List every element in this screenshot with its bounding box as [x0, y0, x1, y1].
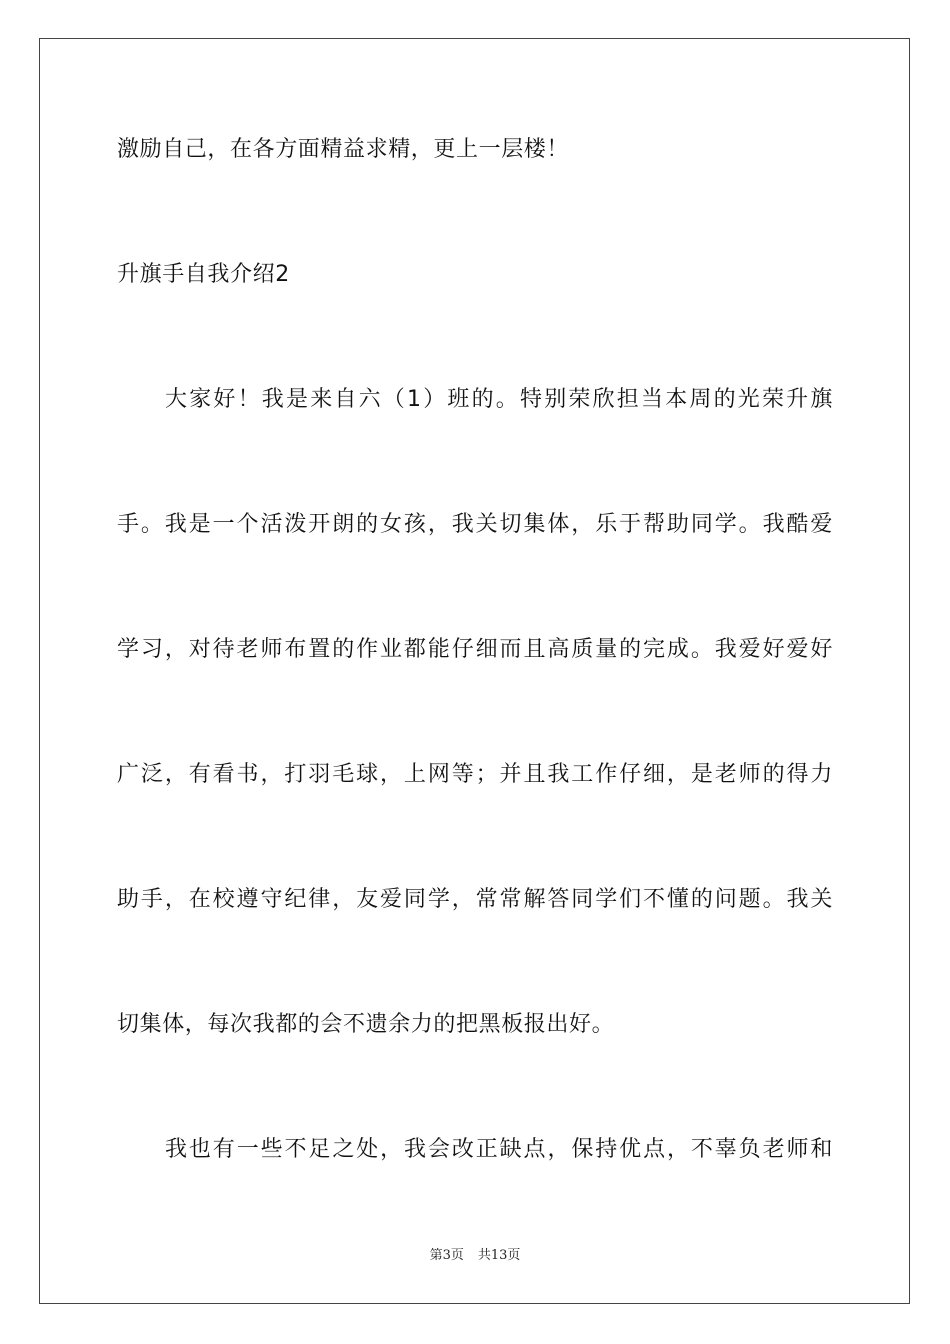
- paragraph-1-line-1: 大家好！我是来自六（1）班的。特别荣欣担当本周的光荣升旗: [165, 387, 833, 412]
- page-total: 共13页: [477, 1248, 521, 1263]
- page-border: [39, 38, 910, 1304]
- text-line-1: 激励自己，在各方面精益求精，更上一层楼！: [117, 137, 570, 162]
- paragraph-1-line-3: 学习，对待老师布置的作业都能仔细而且高质量的完成。我爱好爱好: [117, 637, 833, 662]
- paragraph-1-line-2: 手。我是一个活泼开朗的女孩，我关切集体，乐于帮助同学。我酷爱: [117, 512, 833, 537]
- section-heading: 升旗手自我介绍2: [117, 262, 290, 287]
- paragraph-1-line-6: 切集体，每次我都的会不遗余力的把黑板报出好。: [117, 1012, 615, 1037]
- paragraph-2-line-1: 我也有一些不足之处，我会改正缺点，保持优点，不辜负老师和: [165, 1137, 833, 1162]
- paragraph-1-line-4: 广泛，有看书，打羽毛球，上网等；并且我工作仔细，是老师的得力: [117, 762, 833, 787]
- page-number: 第3页: [429, 1248, 464, 1263]
- page-footer: [0, 1247, 950, 1265]
- paragraph-1-line-5: 助手，在校遵守纪律，友爱同学，常常解答同学们不懂的问题。我关: [117, 887, 833, 912]
